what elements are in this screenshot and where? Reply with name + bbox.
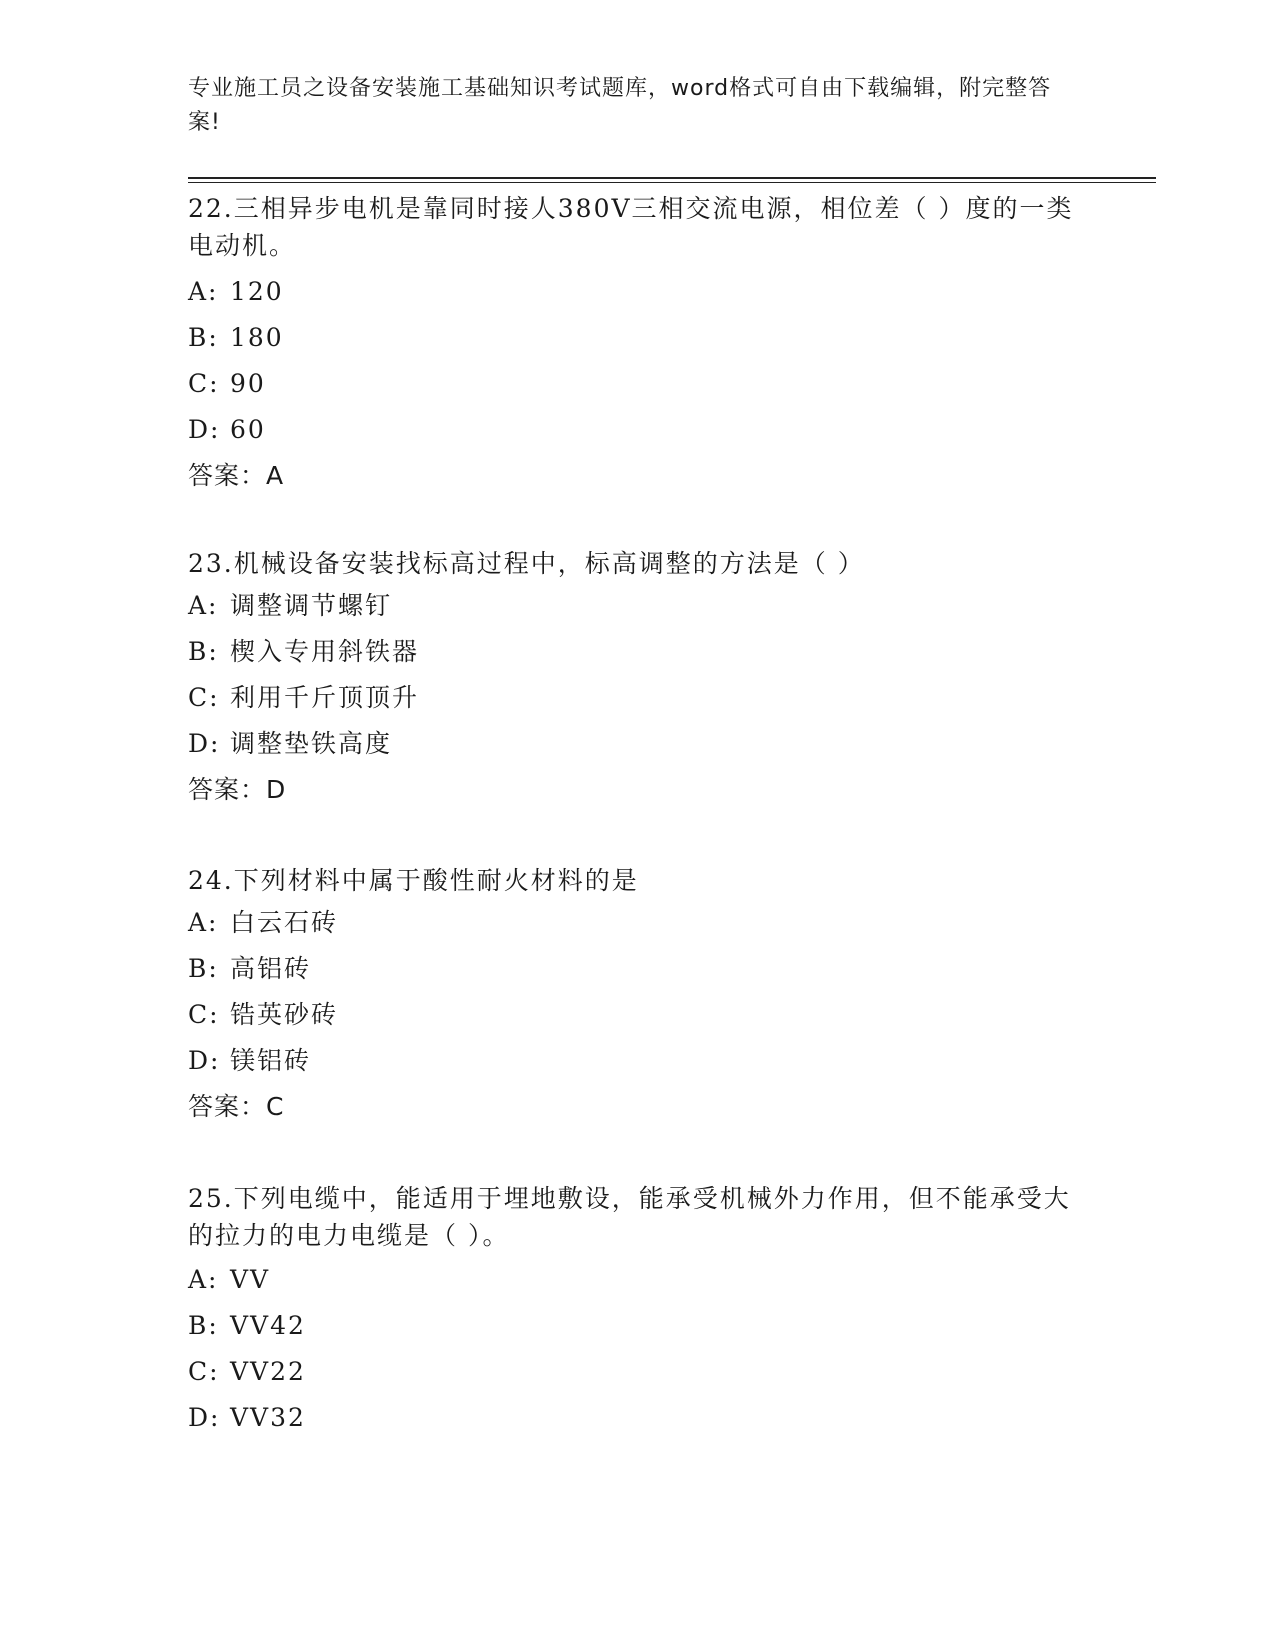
option-c (188, 1356, 1088, 1402)
option-d (188, 728, 1088, 774)
option-a (188, 907, 1088, 953)
answer: 答案：C (188, 1092, 285, 1121)
option-letter: B: (188, 637, 219, 666)
option-letter: D: (188, 1046, 221, 1075)
option-b (188, 636, 1088, 682)
option-c (188, 682, 1088, 728)
option-text: VV32 (230, 1403, 306, 1432)
option-b (188, 322, 1088, 368)
option-text: VV42 (230, 1311, 306, 1340)
option-a (188, 276, 1088, 322)
option-letter: B: (188, 323, 219, 352)
header-rule-thick (188, 177, 1156, 179)
option-letter: C: (188, 1000, 220, 1029)
option-letter: C: (188, 1357, 220, 1386)
option-letter: A: (188, 908, 219, 937)
question-stem: 24.下列材料中属于酸性耐火材料的是 (188, 866, 639, 895)
option-d (188, 1045, 1088, 1091)
option-letter: A: (188, 1265, 219, 1294)
option-letter: D: (188, 729, 221, 758)
option-text: 楔入专用斜铁器 (230, 637, 420, 666)
option-text: 白云石砖 (230, 908, 339, 937)
option-a (188, 590, 1088, 636)
option-letter: C: (188, 683, 220, 712)
option-text: VV22 (230, 1357, 306, 1386)
option-text: 利用千斤顶顶升 (230, 683, 420, 712)
option-text: 90 (230, 369, 266, 398)
question-stem: 25.下列电缆中，能适用于埋地敷设，能承受机械外力作用，但不能承受大的拉力的电力电缆是（ ）。 (188, 1184, 1071, 1250)
question-24 (188, 862, 1088, 1123)
option-text: 60 (230, 415, 266, 444)
answer: 答案：A (188, 461, 285, 490)
option-text: 镁铝砖 (230, 1046, 312, 1075)
document-header: 专业施工员之设备安装施工基础知识考试题库，word格式可自由下载编辑，附完整答案! (188, 76, 1052, 135)
option-letter: A: (188, 591, 219, 620)
option-a (188, 1264, 1088, 1310)
option-letter: A: (188, 277, 219, 306)
option-text: 120 (230, 277, 284, 306)
option-text: VV (230, 1265, 271, 1294)
answer: 答案：D (188, 775, 287, 804)
option-c (188, 368, 1088, 414)
option-c (188, 999, 1088, 1045)
option-text: 调整垫铁高度 (230, 729, 393, 758)
option-letter: B: (188, 954, 219, 983)
option-d (188, 1402, 1088, 1448)
option-text: 锆英砂砖 (230, 1000, 339, 1029)
option-letter: B: (188, 1311, 219, 1340)
option-text: 调整调节螺钉 (230, 591, 393, 620)
option-letter: D: (188, 1403, 221, 1432)
question-23 (188, 545, 1088, 806)
option-b (188, 953, 1088, 999)
option-text: 180 (230, 323, 284, 352)
question-stem: 23.机械设备安装找标高过程中，标高调整的方法是（ ） (188, 549, 865, 578)
question-25 (188, 1180, 1088, 1448)
option-text: 高铝砖 (230, 954, 312, 983)
option-letter: C: (188, 369, 220, 398)
option-letter: D: (188, 415, 221, 444)
question-stem: 22.三相异步电机是靠同时接人380V三相交流电源，相位差（ ）度的一类电动机。 (188, 194, 1074, 260)
option-b (188, 1310, 1088, 1356)
header-rule-thin (188, 182, 1156, 183)
question-22 (188, 190, 1088, 492)
option-d (188, 414, 1088, 460)
